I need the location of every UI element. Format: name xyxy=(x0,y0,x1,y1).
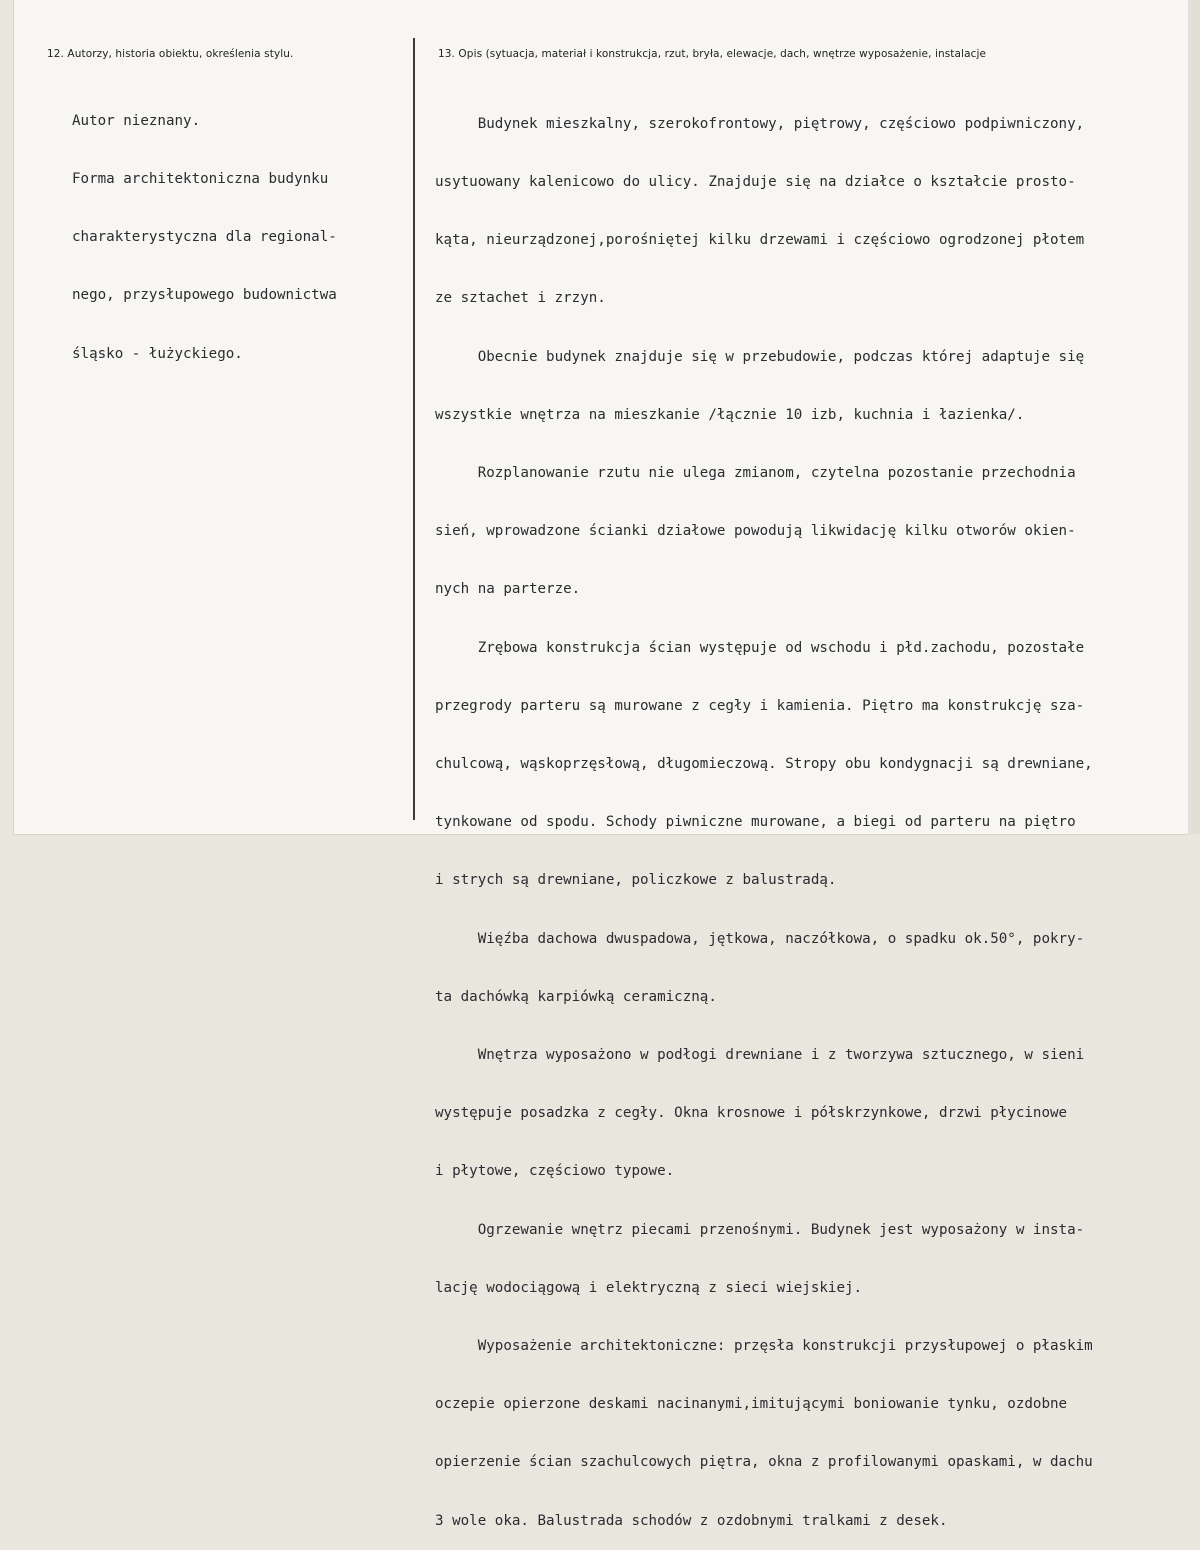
text-line: 3 wole oka. Balustrada schodów z ozdobnymi tralkami z desek. xyxy=(435,1512,948,1529)
text-line: Obecnie budynek znajduje się w przebudowie, podczas której adaptuje się xyxy=(435,348,1085,365)
text-line: Rozplanowanie rzutu nie ulega zmianom, czytelna pozostanie przechodnia xyxy=(435,465,1076,482)
text-line: Ogrzewanie wnętrz piecami przenośnymi. Budynek jest wyposażony w insta- xyxy=(435,1221,1085,1238)
text-line: nego, przysłupowego budownictwa xyxy=(72,287,337,304)
section-13-text xyxy=(435,76,1093,1550)
text-line: wszystkie wnętrza na mieszkanie /łącznie 10 izb, kuchnia i łazienka/. xyxy=(435,406,1025,423)
text-line: nych na parterze. xyxy=(435,581,581,598)
text-line: chulcową, wąskoprzęsłową, długomieczową. Stropy obu kondygnacji są drewniane, xyxy=(435,756,1093,773)
text-line: i płytowe, częściowo typowe. xyxy=(435,1163,675,1180)
text-line: przegrody parteru są murowane z cegły i kamienia. Piętro ma konstrukcję sza- xyxy=(435,697,1085,714)
text-line: Forma architektoniczna budynku xyxy=(72,171,329,188)
text-line: tynkowane od spodu. Schody piwniczne murowane, a biegi od parteru na piętro xyxy=(435,814,1076,831)
card-edge xyxy=(1188,0,1200,834)
text-line: ta dachówką karpiówką ceramiczną. xyxy=(435,988,717,1005)
text-line: kąta, nieurządzonej,porośniętej kilku drzewami i częściowo ogrodzonej płotem xyxy=(435,232,1085,249)
text-line: i strych są drewniane, policzkowe z balustradą. xyxy=(435,872,837,889)
section-12-text xyxy=(72,73,337,383)
text-line: ze sztachet i zrzyn. xyxy=(435,290,606,307)
text-line: Wyposażenie architektoniczne: przęsła konstrukcji przysłupowej o płaskim xyxy=(435,1338,1093,1355)
text-line: charakterystyczna dla regional- xyxy=(72,229,337,246)
text-line: Wnętrza wyposażono w podłogi drewniane i z tworzywa sztucznego, w sieni xyxy=(435,1047,1085,1064)
text-line: Więźba dachowa dwuspadowa, jętkowa, naczółkowa, o spadku ok.50°, pokry- xyxy=(435,930,1085,947)
text-line: występuje posadzka z cegły. Okna krosnowe i półskrzynkowe, drzwi płycinowe xyxy=(435,1105,1068,1122)
section-13-header: 13. Opis (sytuacja, materiał i konstrukcja, rzut, bryła, elewacje, dach, wnętrze wyposażenie, instalacje xyxy=(438,48,987,60)
text-line: opierzenie ścian szachulcowych piętra, okna z profilowanymi opaskami, w dachu xyxy=(435,1454,1093,1471)
text-line: sień, wprowadzone ścianki działowe powodują likwidację kilku otworów okien- xyxy=(435,523,1076,540)
text-line: oczepie opierzone deskami nacinanymi,imitującymi boniowanie tynku, ozdobne xyxy=(435,1396,1068,1413)
text-line: usytuowany kalenicowo do ulicy. Znajduje się na działce o kształcie prosto- xyxy=(435,174,1076,191)
text-line: lację wodociągową i elektryczną z sieci wiejskiej. xyxy=(435,1279,863,1296)
text-line: śląsko - łużyckiego. xyxy=(72,345,243,362)
text-line: Autor nieznany. xyxy=(72,112,201,129)
column-divider xyxy=(413,38,415,820)
section-12-header: 12. Autorzy, historia obiektu, określenia stylu. xyxy=(47,48,294,60)
text-line: Zrębowa konstrukcja ścian występuje od wschodu i płd.zachodu, pozostałe xyxy=(435,639,1085,656)
text-line: Budynek mieszkalny, szerokofrontowy, piętrowy, częściowo podpiwniczony, xyxy=(435,115,1085,132)
